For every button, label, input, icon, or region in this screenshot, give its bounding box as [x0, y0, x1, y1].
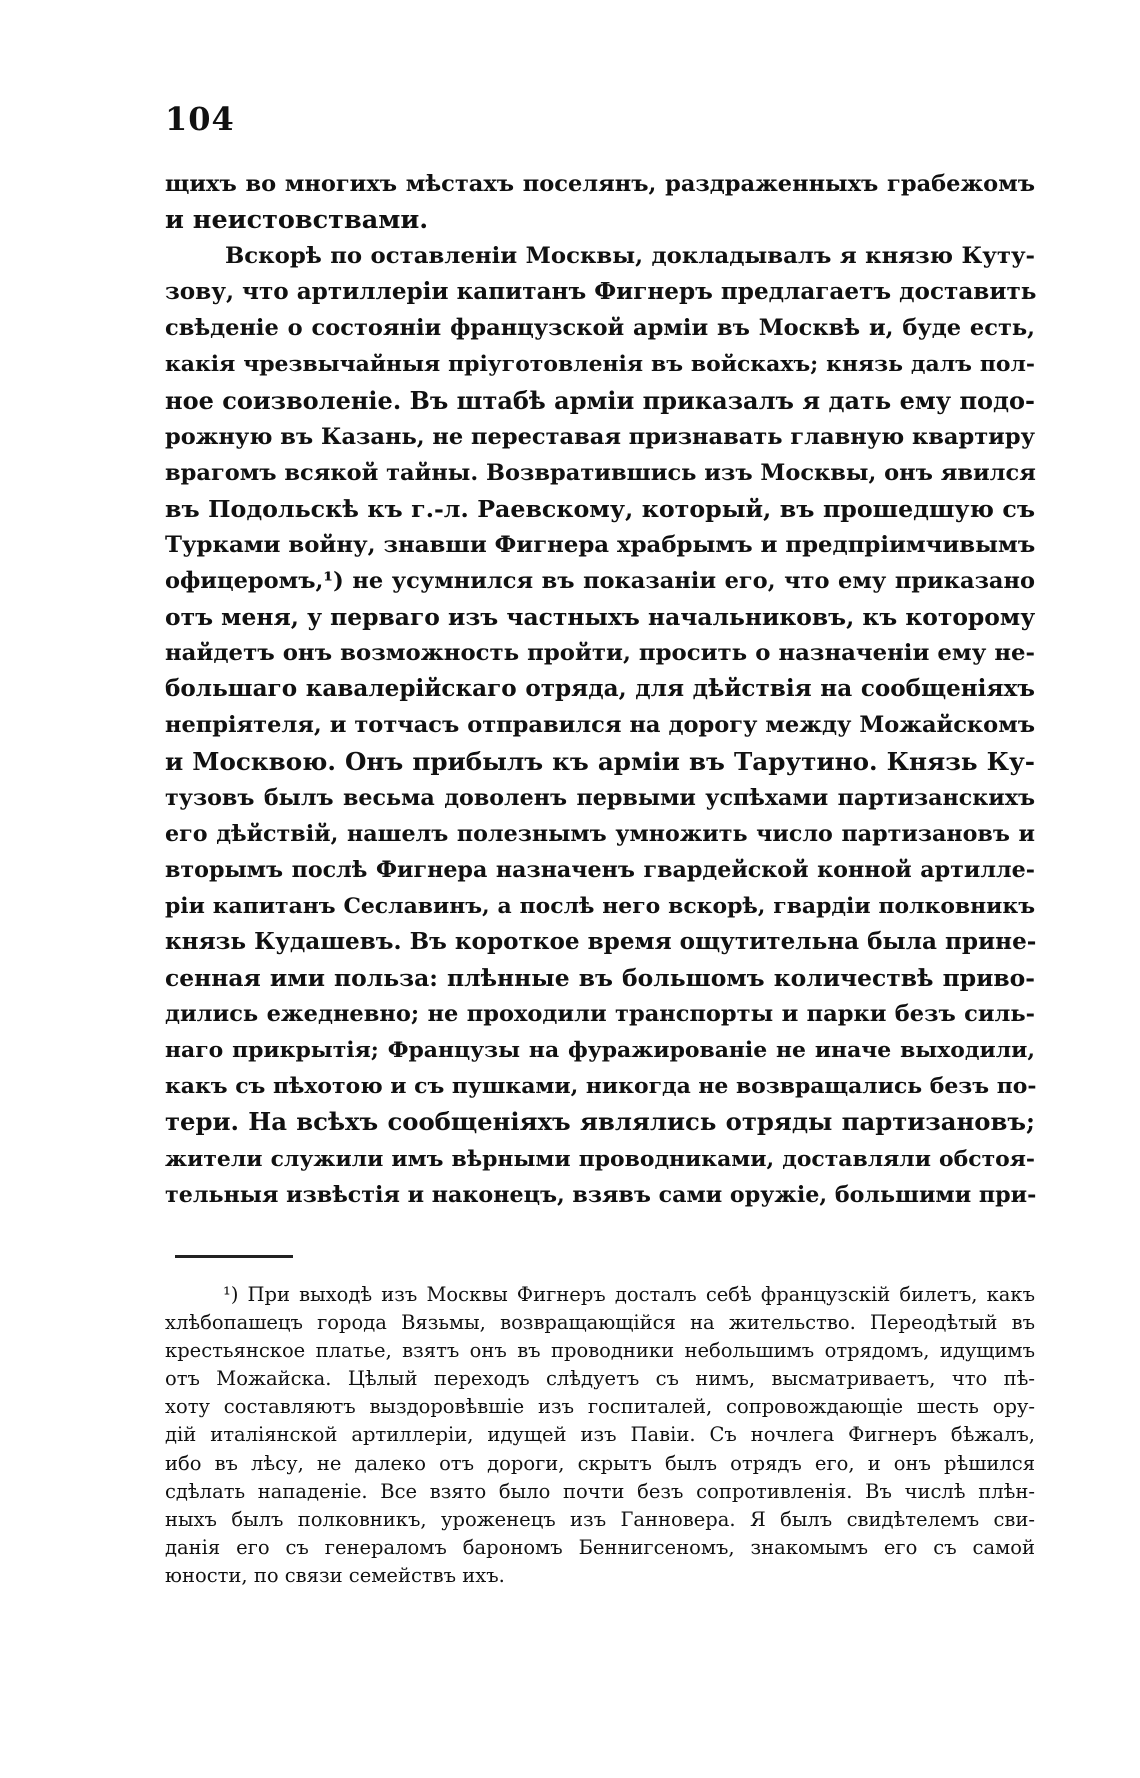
body-line: щихъ во многихъ мѣстахъ поселянъ, раздраженныхъ грабежомъ — [165, 171, 1035, 197]
body-line: рiи капитанъ Сеславинъ, а послѣ него вскорѣ, гвардiи полковникъ — [165, 892, 1035, 919]
body-line: наго прикрытiя; Французы на фуражированiе не иначе выходили, — [165, 1037, 1035, 1064]
body-line: отъ меня, у перваго изъ частныхъ начальниковъ, къ которому — [165, 603, 1036, 632]
body-line: ное соизволенiе. Въ штабѣ армiи приказалъ я дать ему подо- — [165, 385, 1035, 415]
body-line: рожную въ Казань, не переставая признавать главную квартиру — [165, 423, 1035, 450]
body-line: тери. На всѣхъ сообщенiяхъ являлись отряды партизановъ; — [165, 1107, 1035, 1137]
body-line: тельныя извѣстiя и наконецъ, взявъ сами оружiе, большими при- — [165, 1181, 1037, 1208]
footnote-line: ибо въ лѣсу, не далеко отъ дороги, скрытъ былъ отрядъ его, и онъ рѣшился — [165, 1451, 1035, 1475]
body-line: Вскорѣ по оставленiи Москвы, докладывалъ я князю Куту- — [225, 243, 1035, 270]
body-line: жители служили имъ вѣрными проводниками, доставляли обстоя- — [165, 1145, 1035, 1172]
footnote-line: дiй италiянской артиллерiи, идущей изъ Павiи. Съ ночлега Фигнеръ бѣжалъ, — [165, 1423, 1035, 1447]
footnotes — [165, 1281, 1035, 1590]
page-number: 104 — [165, 100, 235, 138]
body-line: непрiятеля, и тотчасъ отправился на дорогу между Можайскомъ — [165, 712, 1035, 739]
body-line: князь Кудашевъ. Въ короткое время ощутительна была прине- — [165, 927, 1037, 955]
body-line: въ Подольскѣ къ г.-л. Раевскому, который, въ прошедшую съ — [165, 494, 1035, 523]
body-line: врагомъ всякой тайны. Возвратившись изъ Москвы, онъ явился — [165, 459, 1036, 486]
footnote-line: сдѣлать нападенiе. Все взято было почти безъ сопротивленiя. Въ числѣ плѣн- — [165, 1479, 1035, 1503]
body-line: зову, что артиллерiи капитанъ Фигнеръ предлагаетъ доставить — [165, 278, 1037, 306]
body-line: вторымъ послѣ Фигнера назначенъ гвардейской конной артилле- — [165, 856, 1035, 883]
footnote-line: хоту составляютъ выздоровѣвшiе изъ госпиталей, сопровождающiе шесть ору- — [165, 1395, 1035, 1419]
body-line: какiя чрезвычайныя прiуготовленiя въ войскахъ; князь далъ пол- — [165, 351, 1035, 378]
body-line: тузовъ былъ весьма доволенъ первыми успѣхами партизанскихъ — [165, 784, 1035, 811]
footnote-line: данiя его съ генераломъ барономъ Беннигсеномъ, знакомымъ его съ самой — [165, 1535, 1035, 1559]
body-line: офицеромъ,¹) не усумнился въ показанiи его, что ему приказано — [165, 568, 1035, 595]
body-line: его дѣйствiй, нашелъ полезнымъ умножить число партизановъ и — [165, 820, 1035, 847]
footnote-line: хлѣбопашецъ города Вязьмы, возвращающiйся на жительство. Переодѣтый въ — [165, 1311, 1035, 1335]
body-line: сенная ими польза: плѣнные въ большомъ количествѣ приво- — [165, 964, 1035, 993]
footnote-line: ныхъ былъ полковникъ, уроженецъ изъ Ганновера. Я былъ свидѣтелемъ сви- — [165, 1507, 1035, 1531]
body-line: Турками войну, знавши Фигнера храбрымъ и предпрiимчивымъ — [165, 531, 1036, 558]
main-text — [165, 166, 1035, 1213]
body-line: и неистовствами. — [165, 205, 429, 236]
footnote-line: крестьянское платье, взятъ онъ въ проводники небольшимъ отрядомъ, идущимъ — [165, 1339, 1035, 1363]
footnote-line: юности, по связи семействъ ихъ. — [165, 1563, 505, 1587]
body-line: какъ съ пѣхотою и съ пушками, никогда не возвращались безъ по- — [165, 1073, 1037, 1100]
footnote-line: отъ Можайска. Цѣлый переходъ слѣдуетъ съ нимъ, высматриваетъ, что пѣ- — [165, 1367, 1035, 1391]
footnote-divider — [175, 1255, 293, 1258]
body-line: большаго кавалерiйскаго отряда, для дѣйствiя на сообщенiяхъ — [165, 675, 1035, 703]
body-line: свѣденiе о состоянiи французской армiи въ Москвѣ и, буде есть, — [165, 315, 1035, 342]
body-line: дились ежедневно; не проходили транспорты и парки безъ силь- — [165, 1001, 1035, 1028]
body-line: и Москвою. Онъ прибылъ къ армiи въ Тарутино. Князь Ку- — [165, 746, 1035, 776]
body-line: найдетъ онъ возможность пройти, просить о назначенiи ему не- — [165, 640, 1035, 667]
footnote-line: ¹) При выходѣ изъ Москвы Фигнеръ досталъ себѣ французскiй билетъ, какъ — [223, 1283, 1035, 1306]
